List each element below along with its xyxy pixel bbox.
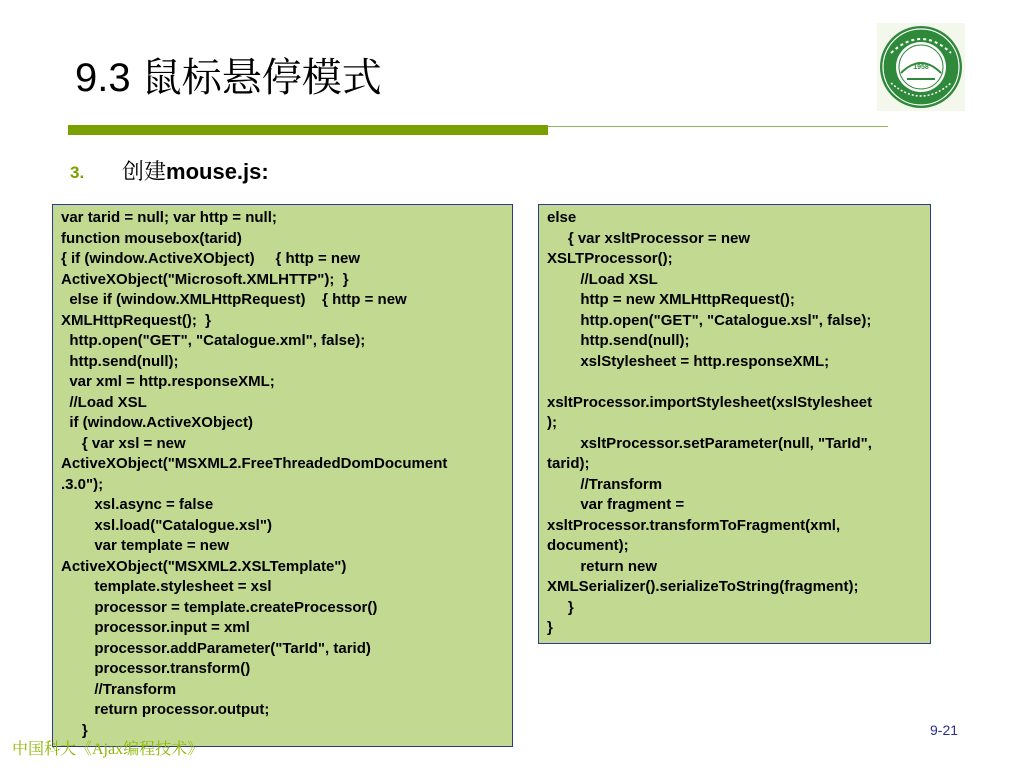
seal-year: 1958 <box>913 64 929 71</box>
bullet-prefix: 创建 <box>122 159 167 184</box>
slide-title: 9.3 鼠标悬停模式 <box>75 56 382 100</box>
code-block-left: var tarid = null; var http = null; function mousebox(tarid) { if (window.ActiveXObject) { http = new ActiveXObject("Microsoft.XMLHTTP"); } else if (window.XMLHttpRequest) { http = new XMLHttpRequest(); } http.open("GET", "Catalogue.xml", false); http.send(null); var xml = http.responseXML; //Load XSL if (window.ActiveXObject) { var xsl = new ActiveXObject("MSXML2.FreeThreadedDomDocument .3.0"); xsl.async = false xsl.load("Catalogue.xsl") var template = new ActiveXObject("MSXML2.XSLTemplate") template.stylesheet = xsl processor = template.createProcessor() processor.input = xml processor.addParameter("TarId", tarid) processor.transform() //Transform return processor.output; } <box>52 204 513 747</box>
bullet-filename: mouse.js: <box>166 159 269 184</box>
footer-course-name: 中国科大《Ajax编程技术》 <box>12 741 204 758</box>
university-seal-icon <box>877 23 965 111</box>
code-block-right: else { var xsltProcessor = new XSLTProcessor(); //Load XSL http = new XMLHttpRequest(); http.open("GET", "Catalogue.xsl", false); http.send(null); xslStylesheet = http.responseXML; xsltProcessor.importStylesheet(xslStylesheet ); xsltProcessor.setParameter(null, "TarId", tarid); //Transform var fragment = xsltProcessor.transformToFragment(xml, document); return new XMLSerializer().serializeToString(fragment); } } <box>538 204 931 644</box>
page-number: 9-21 <box>930 722 959 738</box>
bullet-text <box>122 158 269 186</box>
title-underline-thin <box>548 126 888 127</box>
title-underline-accent <box>68 125 548 135</box>
bullet-number: 3. <box>70 163 85 182</box>
